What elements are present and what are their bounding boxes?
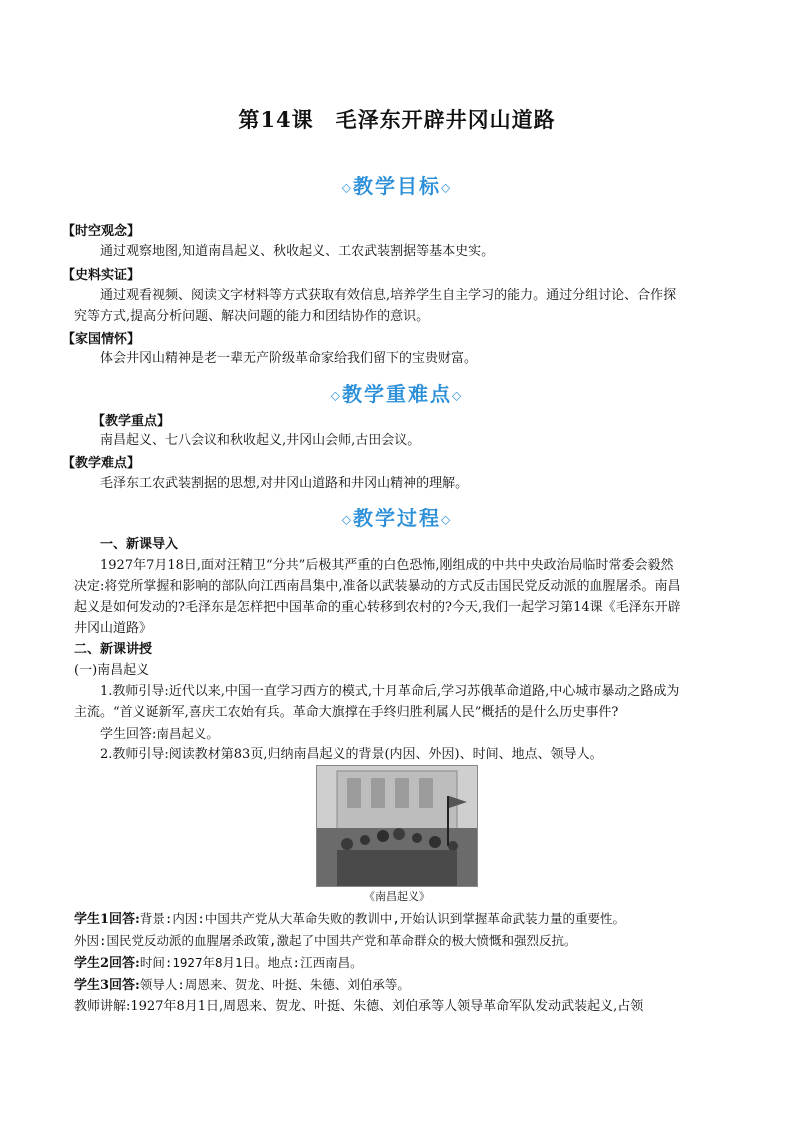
text-intro-1: 1927年7月18日,面对汪精卫“分共”后极其严重的白色恐怖,刚组成的中共中央政治局临时常委会毅然	[100, 558, 674, 573]
diamond-icon: ◇	[330, 388, 342, 403]
heading-lecture: 二、新课讲授	[74, 642, 153, 657]
label-patriotism: 【家国情怀】	[62, 332, 141, 347]
diamond-icon: ◇	[441, 180, 453, 195]
student-2-answer: 学生2回答:时间:1927年8月1日。地点:江西南昌。	[74, 955, 363, 971]
nanchang-uprising-painting	[316, 765, 478, 887]
text-q2: 2.教师引导:阅读教材第83页,归纳南昌起义的背景(内因、外因)、时间、地点、领导人。	[100, 747, 603, 762]
diamond-icon: ◇	[441, 512, 453, 527]
text-patriotism: 体会井冈山精神是老一辈无产阶级革命家给我们留下的宝贵财富。	[100, 351, 478, 366]
section-heading-key-points: ◇教学重难点◇	[330, 382, 464, 406]
student-1-answer: 学生1回答:背景:内因:中国共产党从大革命失败的教训中,开始认识到掌握革命武装力量的重要性。	[74, 911, 625, 927]
diamond-icon: ◇	[341, 180, 353, 195]
heading-intro: 一、新课导入	[100, 537, 179, 552]
text-q1-a: 1.教师引导:近代以来,中国一直学习西方的模式,十月革命后,学习苏俄革命道路,中心城市暴动之路成为	[100, 684, 680, 699]
text-intro-2: 决定:将党所掌握和影响的部队向江西南昌集中,准备以武装暴动的方式反击国民党反动派的血腥屠杀。南昌	[74, 579, 681, 594]
painting-illustration	[317, 766, 477, 886]
text-evidence-2: 究等方式,提高分析问题、解决问题的能力和团结协作的意识。	[74, 309, 430, 324]
teacher-explanation: 教师讲解:1927年8月1日,周恩来、贺龙、叶挺、朱德、刘伯承等人领导革命军队发动武装起义,占领	[74, 999, 644, 1014]
section-heading-goals: ◇教学目标◇	[341, 174, 453, 198]
subheading-nanchang: (一)南昌起义	[74, 663, 150, 678]
label-evidence: 【史料实证】	[62, 268, 141, 283]
painting-caption: 《南昌起义》	[364, 890, 430, 903]
text-q1-b: 主流。“首义诞新军,喜庆工农始有兵。革命大旗撑在手终归胜利属人民”概括的是什么历史事件?	[74, 705, 619, 720]
page-title: 第14课 毛泽东开辟井冈山道路	[238, 107, 556, 132]
text-time-space: 通过观察地图,知道南昌起义、秋收起义、工农武装割据等基本史实。	[100, 244, 495, 259]
section-heading-process: ◇教学过程◇	[341, 506, 453, 530]
text-evidence-1: 通过观看视频、阅读文字材料等方式获取有效信息,培养学生自主学习的能力。通过分组讨论、合作探	[100, 288, 677, 303]
label-focus: 【教学重点】	[92, 414, 171, 429]
label-difficulty: 【教学难点】	[62, 456, 141, 471]
student-answer-1: 学生回答:南昌起义。	[100, 726, 219, 742]
text-difficulty: 毛泽东工农武装割据的思想,对井冈山道路和井冈山精神的理解。	[100, 476, 469, 491]
text-intro-3: 起义是如何发动的?毛泽东是怎样把中国革命的重心转移到农村的?今天,我们一起学习第14课《毛泽东开辟	[74, 600, 681, 615]
diamond-icon: ◇	[452, 388, 464, 403]
label-time-space: 【时空观念】	[62, 224, 141, 239]
diamond-icon: ◇	[341, 512, 353, 527]
student-1-answer-2: 外因:国民党反动派的血腥屠杀政策,激起了中国共产党和革命群众的极大愤慨和强烈反抗。	[74, 933, 577, 948]
text-intro-4: 井冈山道路》	[74, 621, 153, 636]
text-focus: 南昌起义、七八会议和秋收起义,井冈山会师,古田会议。	[100, 433, 421, 448]
student-3-answer: 学生3回答:领导人:周恩来、贺龙、叶挺、朱德、刘伯承等。	[74, 977, 410, 993]
